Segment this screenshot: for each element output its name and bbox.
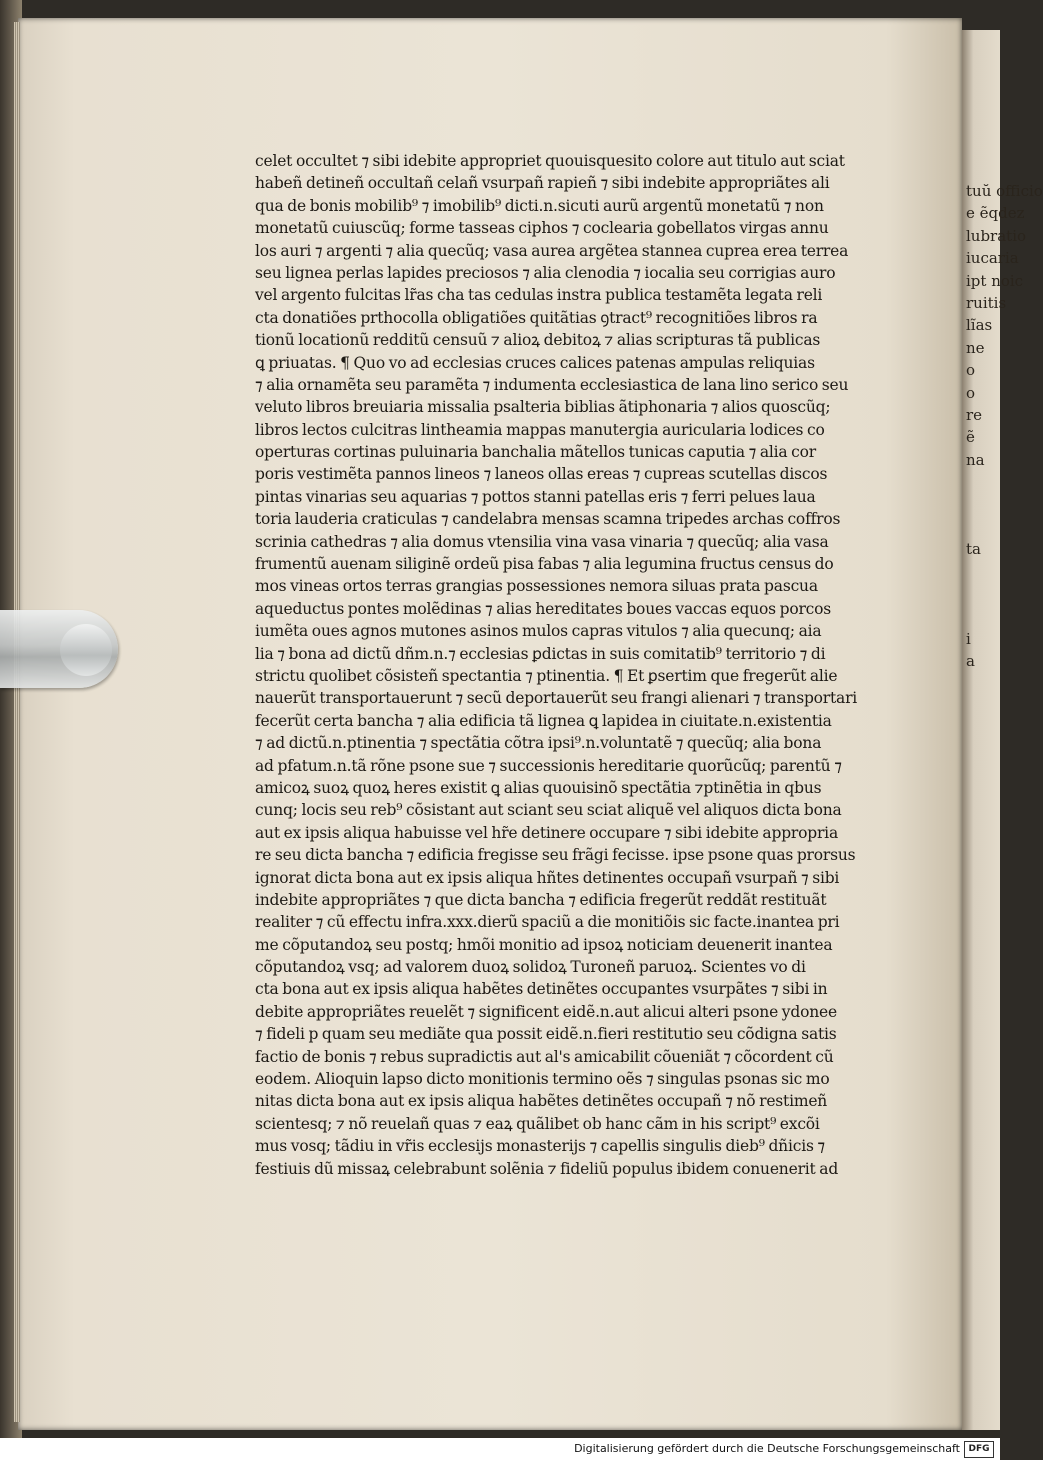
text-line: amicoꝝ suoꝝ quoꝝ heres existit ꝗ alias quouisinõ spectãtia ⁊ptinẽtia in qbus	[255, 778, 822, 797]
facing-page-fragment	[966, 695, 1026, 717]
facing-page-fragment	[966, 561, 1026, 583]
text-line: me cõputandoꝝ seu postq; hmõi monitio ad ipsoꝝ noticiam deuenerit inantea	[255, 935, 833, 954]
facing-page-fragment: o	[966, 361, 976, 380]
text-line: ad pfatum.n.tã rõne psone sue ⁊ successionis hereditarie quorũcũq; parentũ ⁊	[255, 756, 842, 775]
facing-page-fragment	[966, 897, 1026, 919]
text-line: habeñ detineñ occultañ celañ vsurpañ rapieñ ⁊ sibi indebite appropriãtes ali	[255, 174, 830, 193]
facing-page-fragment	[966, 1008, 1026, 1030]
text-line: vel argento fulcitas lr̃as cha tas cedulas instra publica testamẽta legata reli	[255, 286, 823, 305]
facing-page-fragment	[966, 1120, 1026, 1142]
text-line: celet occultet ⁊ sibi idebite appropriet quouisquesito colore aut titulo aut sciat	[255, 152, 845, 170]
facing-page-fragment	[966, 852, 1026, 874]
facing-page-fragment: ne	[966, 338, 985, 357]
text-line: ꝗ priuatas. ¶ Quo vo ad ecclesias cruces calices patenas ampulas reliquias	[255, 353, 815, 372]
text-line: qua de bonis mobilib⁹ ⁊ imobilib⁹ dicti.n.sicuti aurũ argentũ monetatũ ⁊ non	[255, 196, 824, 215]
facing-page-fragment	[966, 785, 1026, 807]
page-stack-edge	[14, 22, 20, 1422]
facing-page-fragment	[966, 986, 1026, 1008]
dfg-logo: DFG	[964, 1441, 994, 1458]
facing-page-fragment	[966, 1031, 1026, 1053]
facing-page-fragment	[966, 1076, 1026, 1098]
facing-page-fragment: ẽ	[966, 428, 975, 447]
facing-page-fragment	[966, 471, 1026, 493]
facing-page-fragment: na	[966, 450, 985, 469]
text-line: strictu quolibet cõsisteñ spectantia ⁊ ptinentia. ¶ Et ꝑsertim que fregerũt alie	[255, 666, 838, 685]
text-line: cõputandoꝝ vsq; ad valorem duoꝝ solidoꝝ Turoneñ paruoꝝ. Scientes vo di	[255, 958, 806, 977]
text-line: monetatũ cuiuscũq; forme tasseas ciphos ⁊ coclearia gobellatos virgas annu	[255, 219, 829, 238]
facing-page-edge	[962, 30, 1043, 1430]
facing-page-fragment	[966, 493, 1026, 515]
text-line: cta donatiões prthocolla obligatiões quitãtias ꝯtract⁹ recognitiões libros ra	[255, 308, 818, 327]
text-line: cta bona aut ex ipsis aliqua habẽtes detinẽtes occupantes vsurpãtes ⁊ sibi in	[255, 980, 828, 999]
text-line: poris vestimẽta pannos lineos ⁊ laneos ollas ereas ⁊ cupreas scutellas discos	[255, 465, 828, 484]
facing-page-fragment: ruitis	[966, 293, 1007, 312]
facing-page-fragment: ipt noic	[966, 271, 1024, 290]
text-line: scientesq; ⁊ nõ reuelañ quas ⁊ eaꝝ quãlibet ob hanc cãm in his script⁹ excõi	[255, 1114, 820, 1133]
facing-page-fragment: re	[966, 405, 983, 424]
text-line: aut ex ipsis aliqua habuisse vel hr̃e detinere occupare ⁊ sibi idebite appropria	[255, 823, 838, 842]
facing-page-fragment	[966, 762, 1026, 784]
facing-page-fragment	[966, 1053, 1026, 1075]
plastic-page-clip-handle	[60, 624, 112, 676]
facing-page-fragment	[966, 516, 1026, 538]
facing-page-fragment	[966, 964, 1026, 986]
facing-page-fragment	[966, 1188, 1026, 1210]
text-line: seu lignea perlas lapides preciosos ⁊ alia clenodia ⁊ iocalia seu corrigias auro	[255, 263, 836, 282]
facing-page-fragment	[966, 807, 1026, 829]
text-line: aqueductus pontes molẽdinas ⁊ alias hereditates boues vaccas equos porcos	[255, 599, 832, 618]
facing-page-fragment: ta	[966, 540, 981, 559]
facing-page-fragment	[966, 919, 1026, 941]
text-line: nauerũt transportauerunt ⁊ secũ deportauerũt seu frangi alienari ⁊ transportari	[255, 689, 858, 708]
text-line: nitas dicta bona aut ex ipsis aliqua habẽtes detinẽtes occupañ ⁊ nõ restimeñ	[255, 1092, 828, 1111]
facing-page-fragment	[966, 717, 1026, 739]
text-line: scrinia cathedras ⁊ alia domus vtensilia vina vasa vinaria ⁊ quecũq; alia vasa	[255, 532, 829, 551]
text-line: toria lauderia craticulas ⁊ candelabra mensas scamna tripedes archas coffros	[255, 510, 841, 529]
text-line: fecerũt certa bancha ⁊ alia edificia tã lignea ꝗ lapidea in ciuitate.n.existentia	[255, 711, 832, 730]
facing-page-fragment	[966, 874, 1026, 896]
facing-page-fragment	[966, 1098, 1026, 1120]
text-line: mos vineas ortos terras grangias possessiones nemora siluas prata pascua	[255, 577, 818, 596]
text-line: pintas vinarias seu aquarias ⁊ pottos stanni patellas eris ⁊ ferri pelues laua	[255, 487, 816, 506]
facing-page-text-fragments	[966, 180, 1043, 1210]
facing-page-fragment: iucaria	[966, 249, 1019, 268]
text-line: iumẽta oues agnos mutones asinos mulos capras vitulos ⁊ alia quecunq; aia	[255, 622, 822, 641]
text-line: libros lectos culcitras lintheamia mappas manutergia auricularia lodices co	[255, 420, 825, 439]
text-line: re seu dicta bancha ⁊ edificia fregisse seu frãgi fecisse. ipse psone quas prorsus	[255, 846, 856, 865]
facing-page-fragment	[966, 740, 1026, 762]
text-line: factio de bonis ⁊ rebus supradictis aut al's amicabilit cõueniãt ⁊ cõcordent cũ	[255, 1047, 834, 1066]
text-line: cunq; locis seu reb⁹ cõsistant aut sciant seu sciat aliquẽ vel aliquos dicta bona	[255, 801, 842, 820]
text-line: veluto libros breuiaria missalia psalteria biblias ãtiphonaria ⁊ alios quoscũq;	[255, 398, 831, 417]
facing-page-fragment	[966, 829, 1026, 851]
text-line: ⁊ fideli p quam seu mediãte qua possit eidẽ.n.fieri restitutio seu cõdigna satis	[255, 1025, 837, 1044]
text-line: indebite appropriãtes ⁊ que dicta bancha ⁊ edificia fregerũt reddãt restituãt	[255, 890, 827, 909]
text-line: lia ⁊ bona ad dictũ dñm.n.⁊ ecclesias ꝑdictas in suis comitatib⁹ territorio ⁊ di	[255, 644, 826, 663]
facing-page-fragment: lubratio	[966, 226, 1027, 245]
footer-credit: Digitalisierung gefördert durch die Deutsche Forschungsgemeinschaft	[574, 1442, 960, 1455]
text-line: operturas cortinas puluinaria banchalia mãtellos tunicas caputia ⁊ alia cor	[255, 443, 816, 462]
text-line: ⁊ alia ornamẽta seu paramẽta ⁊ indumenta ecclesiastica de lana lino serico seu	[255, 375, 849, 394]
text-line: mus vosq; tãdiu in vr̃is ecclesijs monasterijs ⁊ capellis singulis dieb⁹ dñicis ⁊	[255, 1137, 825, 1156]
incunable-text-block	[255, 150, 895, 1180]
text-line: debite appropriãtes reuelẽt ⁊ significent eidẽ.n.aut alicui alteri psone ydonee	[255, 1002, 837, 1021]
text-line: ignorat dicta bona aut ex ipsis aliqua hñtes detinentes occupañ vsurpañ ⁊ sibi	[255, 868, 840, 887]
facing-page-fragment: tuŭ officio	[966, 182, 1043, 200]
facing-page-fragment: a	[966, 652, 975, 671]
facing-page-fragment	[966, 605, 1026, 627]
text-line: festiuis dũ missaꝝ celebrabunt solẽnia ⁊ fideliũ populus ibidem conuenerit ad	[255, 1159, 839, 1178]
facing-page-fragment: o	[966, 383, 976, 402]
text-line: realiter ⁊ cũ effectu infra.xxx.dierũ spaciũ a die monitiõis sic facte.inantea pri	[255, 913, 840, 932]
facing-page-fragment: e ẽqdez	[966, 204, 1025, 223]
text-line: frumentũ auenam siliginẽ ordeũ pisa fabas ⁊ alia legumina fructus census do	[255, 555, 834, 574]
text-line: tionũ locationũ redditũ censuũ ⁊ alioꝝ debitoꝝ ⁊ alias scripturas tã publicas	[255, 331, 821, 350]
facing-page-fragment	[966, 1165, 1026, 1187]
facing-page-fragment	[966, 673, 1026, 695]
facing-page-fragment: i	[966, 629, 971, 648]
facing-page-fragment	[966, 1143, 1026, 1165]
text-line: eodem. Alioquin lapso dicto monitionis termino oẽs ⁊ singulas psonas sic mo	[255, 1070, 830, 1089]
facing-page-fragment: lĩas	[966, 316, 993, 335]
text-line: ⁊ ad dictũ.n.ptinentia ⁊ spectãtia cõtra ipsi⁹.n.voluntatẽ ⁊ quecũq; alia bona	[255, 734, 822, 753]
facing-page-fragment	[966, 941, 1026, 963]
facing-page-fragment	[966, 583, 1026, 605]
text-line: los auri ⁊ argenti ⁊ alia quecũq; vasa aurea argẽtea stannea cuprea erea terrea	[255, 241, 849, 260]
